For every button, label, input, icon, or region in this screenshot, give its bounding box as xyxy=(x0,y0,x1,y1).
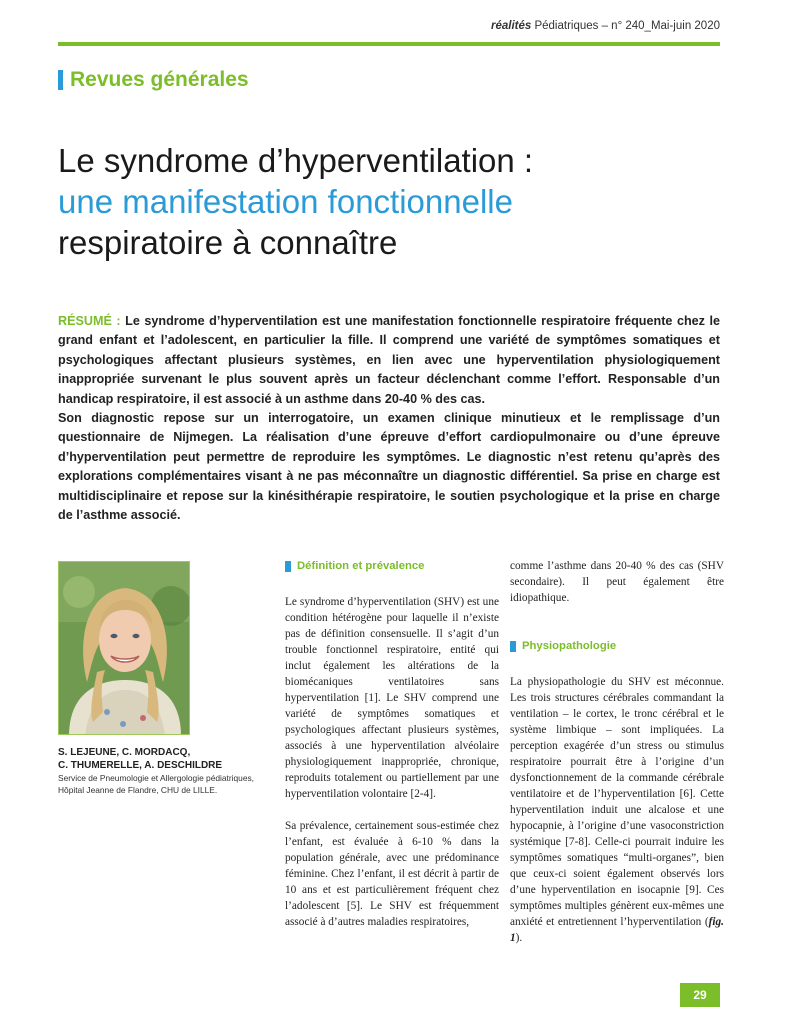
page-number: 29 xyxy=(680,983,720,1007)
author-affiliation: Service de Pneumologie et Allergologie pédiatriques, Hôpital Jeanne de Flandre, CHU de LILLE. xyxy=(58,773,255,795)
abstract-paragraph-1 xyxy=(58,312,720,409)
col2-paragraph-1-text: La physiopathologie du SHV est méconnue. Les trois structures cérébrales commandant la ventilation – le cortex, le tronc cérébral et le système limbique – sont impliquées. La perception exagérée d’un stress ou stimulus respiratoire pourrait être à l’origine d’un dysfonctionnement de la commande cérébrale ventilatoire et de l’hyperventilation [6]. Cette hyperventilation induit une alcalose et une hypocapnie, à l’origine d’une vasoconstriction systémique [7-8]. Celle-ci pourrait induire les symptômes somatiques “multi-organes”, bien que ceux-ci soient également observés lors d’une hyperventilation en isocapnie [9]. Ces symptômes multiples génèrent eux-mêmes une anxiété et entretiennent l’hyperventilation ( xyxy=(510,676,724,928)
figure-reference[interactable]: fig. 1 xyxy=(510,916,724,944)
title-line-1: Le syndrome d’hyperventilation : xyxy=(58,142,534,179)
author-block xyxy=(58,746,258,796)
subheading-marker xyxy=(510,641,516,652)
body-column-2 xyxy=(510,558,724,946)
author-names xyxy=(58,746,258,772)
col1-paragraph-1: Le syndrome d’hyperventilation (SHV) est une condition hétérogène pour laquelle il n’existe pas de définition consensuelle. Il s’agit d’un trouble fonctionnel respiratoire, entité qui inclut également les altérations de la biomécaniques ventilatoires sans hyperventilation [1]. Le SHV comprend une variété de symptômes somatiques et psychologiques affectant plusieurs systèmes, associés à une hyperventilation alvéolaire physiologiquement inappropriée, chronique, reproduits totalement ou partiellement par une hyperventilation volontaire [2-4]. xyxy=(285,596,499,800)
section-label xyxy=(58,68,249,92)
author-portrait-image xyxy=(59,562,190,735)
header-rule xyxy=(58,42,720,46)
col2-paragraph-0: comme l’asthme dans 20-40 % des cas (SHV secondaire). Il peut également être idiopathique. xyxy=(510,560,724,604)
author-names-line-2: C. THUMERELLE, A. DESCHILDRE xyxy=(58,760,223,771)
abstract-text-1: Le syndrome d’hyperventilation est une manifestation fonctionnelle respiratoire fréquente chez le grand enfant et l’adolescent, en particulier la fille. Il comprend une variété de symptômes somatiques et psychologiques affectant plusieurs systèmes, en lien avec une hyperventilation physiologiquement inappropriée survenant le plus souvent après un facteur déclenchant comme l’effort. Responsable d’un handicap respiratoire, il est associé à un asthme dans 20-40 % des cas. xyxy=(58,314,720,406)
running-header xyxy=(491,20,720,32)
col2-paragraph-1-end: ). xyxy=(515,932,523,944)
section-marker xyxy=(58,70,63,90)
col2-paragraph-1 xyxy=(510,674,724,946)
subheading-definition xyxy=(285,558,499,574)
subheading-text: Définition et prévalence xyxy=(297,560,425,572)
subheading-marker xyxy=(285,561,291,572)
body-column-1 xyxy=(285,558,499,930)
title-line-3: respiratoire à connaître xyxy=(58,224,398,261)
col1-paragraph-2: Sa prévalence, certainement sous-estimée chez l’enfant, est évaluée à 6-10 % dans la population générale, avec une prédominance féminine. Chez l’enfant, il est décrit à partir de 10 ans et est particulièrement fréquent chez l’adolescent [5]. Le SHV est fréquemment associé à d’autres maladies respiratoires, xyxy=(285,820,499,928)
journal-name: réalités xyxy=(490,20,532,32)
author-names-line-1: S. LEJEUNE, C. MORDACQ, xyxy=(58,747,191,758)
abstract xyxy=(58,312,720,525)
subheading-text: Physiopathologie xyxy=(522,640,617,652)
author-photo xyxy=(58,561,190,735)
journal-issue: Pédiatriques – n° 240_Mai-juin 2020 xyxy=(531,20,720,32)
section-title: Revues générales xyxy=(70,68,249,91)
abstract-lead: RÉSUMÉ : xyxy=(58,314,121,328)
article-title xyxy=(58,140,738,263)
abstract-paragraph-2: Son diagnostic repose sur un interrogatoire, un examen clinique minutieux et le remplissage d’un questionnaire de Nijmegen. La réalisation d’une épreuve d’effort cardiopulmonaire ou d’une épreuve d’hyperventilation peut permettre de reproduire les symptômes. Le diagnostic n’est retenu qu’après des explorations complémentaires visant à ne pas méconnaître un diagnostic différentiel. Sa prise en charge est multidisciplinaire et repose sur la kinésithérapie respiratoire, le soutien psychologique et la prise en charge de l’asthme associé. xyxy=(58,411,720,523)
title-line-2: une manifestation fonctionnelle xyxy=(58,183,513,220)
subheading-physiopathology xyxy=(510,638,724,654)
